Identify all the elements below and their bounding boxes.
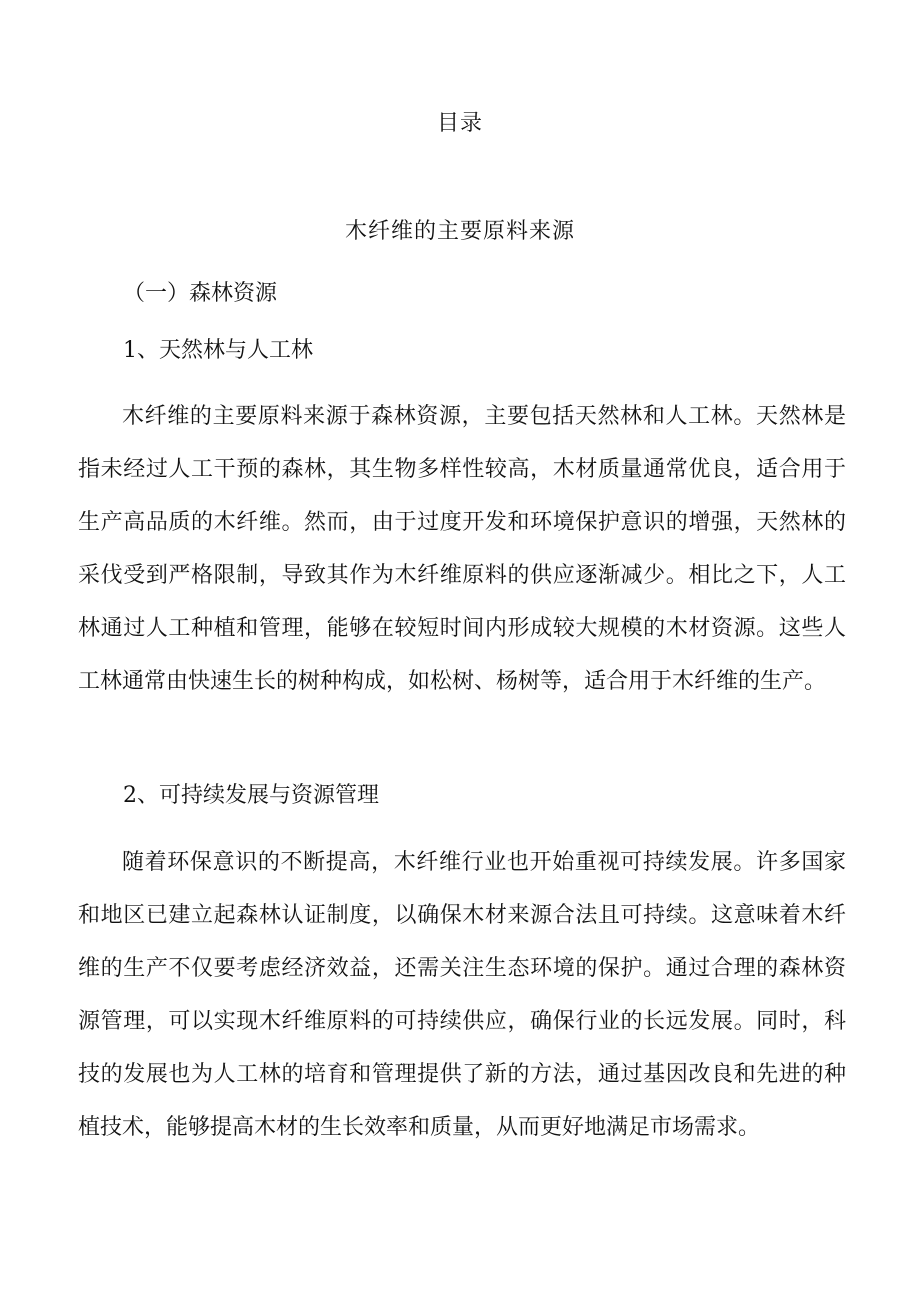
paragraph-sustainability: 随着环保意识的不断提高，木纤维行业也开始重视可持续发展。许多国家和地区已建立起森林认证制度，以确保木材来源合法且可持续。这意味着木纤维的生产不仅要考虑经济效益，还需关注生态环境的保护。通过合理的森林资源管理，可以实现木纤维原料的可持续供应，确保行业的长远发展。同时，科技的发展也为人工林的培育和管理提供了新的方法，通过基因改良和先进的种植技术，能够提高木材的生长效率和质量，从而更好地满足市场需求。	[78, 850, 846, 1140]
section-title: 木纤维的主要原料来源	[344, 219, 575, 244]
heading-sustainability-management: 2、可持续发展与资源管理	[123, 783, 379, 808]
paragraph-forest-sources: 木纤维的主要原料来源于森林资源，主要包括天然林和人工林。天然林是指未经过人工干预的森林，其生物多样性较高，木材质量通常优良，适合用于生产高品质的木纤维。然而，由于过度开发和环境保护意识的增强，天然林的采伐受到严格限制，导致其作为木纤维原料的供应逐渐减少。相比之下，人工林通过人工种植和管理，能够在较短时间内形成较大规模的木材资源。这些人工林通常由快速生长的树种构成，如松树、杨树等，适合用于木纤维的生产。	[78, 404, 846, 694]
toc-title: 目录	[436, 111, 483, 136]
heading-forest-resources: （一）森林资源	[123, 281, 278, 306]
heading-natural-and-planted-forests: 1、天然林与人工林	[123, 338, 313, 363]
